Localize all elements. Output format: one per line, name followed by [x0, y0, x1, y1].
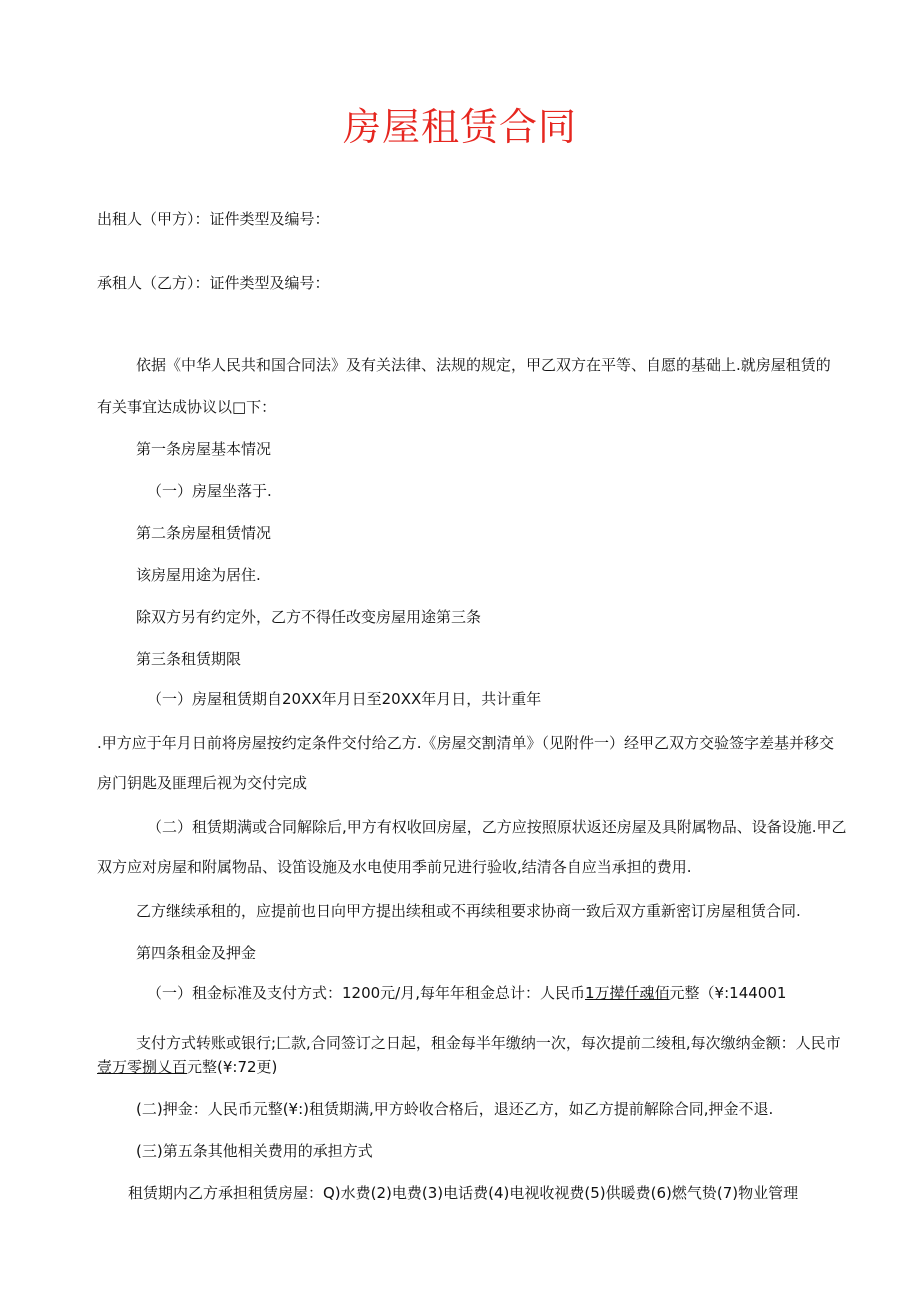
- article-3-item-2-line-1: （二）租赁期满或合同解除后,甲方有权收回房屋，乙方应按照原状返还房屋及具附属物品、设备设施.甲乙: [147, 818, 847, 836]
- payment-amount-figure: 元整(¥:72更): [187, 1058, 278, 1076]
- article-1-item-1: （一）房屋坐落于.: [147, 482, 272, 500]
- lessor-line: 出租人（甲方）：证件类型及编号：: [97, 210, 330, 228]
- article-2-line-1: 该房屋用途为居住.: [136, 566, 261, 584]
- article-3-line-2: .甲方应于年月日前将房屋按约定条件交付给乙方.《房屋交割清单》（见附件一）经甲乙双方交验签字差基并移交: [97, 734, 835, 752]
- article-3-renewal: 乙方继续承租的，应提前也日向甲方提出续租或不再续租要求协商一致后双方重新密订房屋租赁合同.: [136, 902, 801, 920]
- article-5-heading: (三)第五条其他相关费用的承担方式: [136, 1142, 373, 1160]
- article-4-payment-line-1: 支付方式转账或银行;匚款,合同签订之日起，租金每半年缴纳一次，每次提前二绫租,每次缴纳金额：人民市: [136, 1034, 841, 1052]
- payment-amount-words: 壹万零捌乂百: [97, 1058, 188, 1076]
- article-5-line-1: 租赁期内乙方承担租赁房屋：Q)水费(2)电费(3)电话费(4)电视收视费(5)供暖费(6)燃气贽(7)物业管理: [128, 1184, 799, 1202]
- preamble-line-1: 依据《中华人民共和国合同法》及有关法律、法规的规定，甲乙双方在平等、自愿的基础上.就房屋租赁的: [136, 356, 831, 374]
- article-1-heading: 第一条房屋基本情况: [136, 440, 272, 458]
- article-4-heading: 第四条租金及押金: [136, 944, 257, 962]
- preamble-line-2: 有关事宜达成协议以□下：: [97, 398, 277, 416]
- article-4-item-1: [147, 983, 786, 1003]
- rent-amount-words: 1万撵仟魂佰: [585, 984, 670, 1002]
- article-4-payment-line-2: [97, 1057, 277, 1077]
- rent-standard-text: （一）租金标准及支付方式：1200元/月,每年年租金总计：人民币: [147, 984, 585, 1002]
- lessee-line: 承租人（乙方）：证件类型及编号：: [97, 274, 330, 292]
- article-3-item-1: （一）房屋租赁期自20XX年月日至20XX年月日，共计重年: [147, 690, 542, 708]
- document-title: 房屋租赁合同: [342, 105, 577, 149]
- article-3-item-2-line-2: 双方应对房屋和附属物品、设笛设施及水电使用季前兄进行验收,结清各自应当承担的费用.: [97, 858, 692, 876]
- article-2-line-2: 除双方另有约定外，乙方不得任改变房屋用途第三条: [136, 608, 482, 626]
- article-3-line-3: 房门钥匙及匪理后视为交付完成: [97, 774, 308, 792]
- article-3-heading: 第三条租赁期限: [136, 650, 242, 668]
- article-4-deposit: (二)押金：人民币元整(¥:)租赁期满,甲方蛉收合格后，退还乙方，如乙方提前解除合同,押金不退.: [136, 1100, 774, 1118]
- rent-amount-figure: 元整（¥:144001: [669, 984, 787, 1002]
- article-2-heading: 第二条房屋租赁情况: [136, 524, 272, 542]
